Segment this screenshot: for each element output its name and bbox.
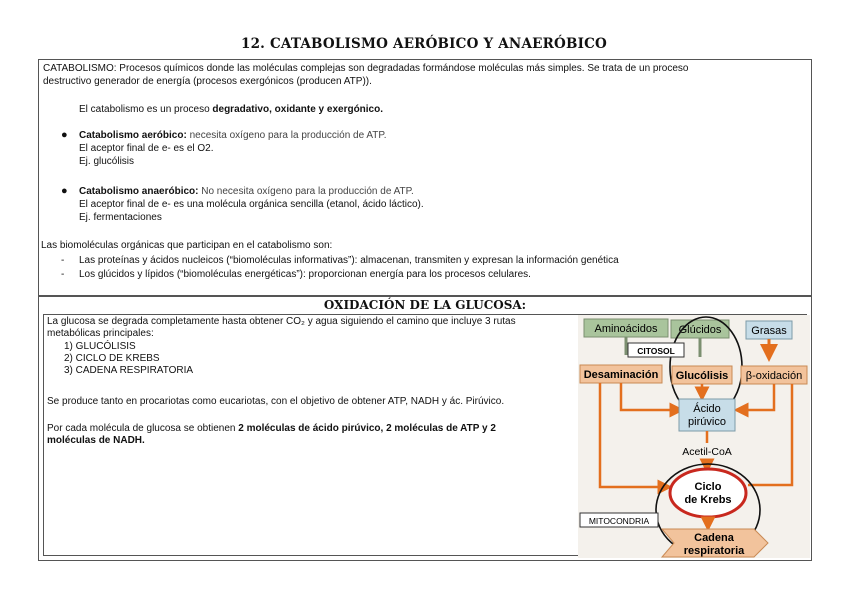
mitocondria-label: MITOCONDRIA <box>588 516 650 526</box>
respiratoria-label: respiratoria <box>683 545 745 557</box>
aerobic-line-2: El aceptor final de e- es el O2. <box>79 143 214 154</box>
bullet-icon: ● <box>61 129 68 141</box>
glucose-box <box>38 296 812 561</box>
catabolism-box <box>38 59 812 296</box>
anaerobic-text: No necesita oxígeno para la producción de ATP. <box>198 186 414 197</box>
glucose-inner-frame <box>43 314 807 556</box>
summary-line <box>79 104 383 116</box>
glucose-para-2: Se produce tanto en procariotas como eucariotas, con el objetivo de obtener ATP, NADH y ác. Pirúvico. <box>47 396 505 407</box>
beta-oxidacion-label: β-oxidación <box>745 370 803 382</box>
bullet-icon: ● <box>61 185 68 197</box>
route-item: 1) GLUCÓLISIS <box>64 341 136 352</box>
intro-line-1: CATABOLISMO: Procesos químicos donde las moléculas complejas son degradadas formándose moléculas más simples. Se trata de un proceso <box>43 63 689 74</box>
aerobic-label: Catabolismo aeróbico: <box>79 130 187 141</box>
para3-bold-1: 2 moléculas de ácido pirúvico, 2 moléculas de ATP y 2 <box>238 423 496 434</box>
route-item: 2) CICLO DE KREBS <box>64 353 160 364</box>
krebs-label: de Krebs <box>684 494 732 506</box>
grasas-label: Grasas <box>751 325 787 337</box>
acido-label: Ácido <box>693 403 721 415</box>
acetil-label: Acetil-CoA <box>682 446 732 458</box>
krebs-circle <box>670 469 746 517</box>
glucidos-label: Glúcidos <box>678 324 722 336</box>
metabolism-diagram <box>578 315 810 558</box>
citosol-label: CITOSOL <box>637 346 675 356</box>
aminoacidos-label: Aminoácidos <box>594 323 658 335</box>
biomolecule-item: Los glúcidos y lípidos (“biomoléculas energéticas”): proporcionan energía para los procesos celulares. <box>79 269 531 280</box>
biomolecules-intro: Las biomoléculas orgánicas que participan en el catabolismo son: <box>41 240 333 251</box>
dash-icon: - <box>61 255 65 266</box>
anaerobic-line-2: El aceptor final de e- es una molécula orgánica sencilla (etanol, ácido láctico). <box>79 199 424 210</box>
document-title: 12. CATABOLISMO AERÓBICO Y ANAERÓBICO <box>240 36 608 52</box>
glucose-para-3 <box>47 423 496 435</box>
para3-prefix: Por cada molécula de glucosa se obtienen <box>47 423 239 434</box>
intro-line-2: destructivo generador de energía (procesos exergónicos (producen ATP)). <box>43 76 372 87</box>
glucose-intro-1: La glucosa se degrada completamente hasta obtener CO₂ y agua siguiendo el camino que incluye 3 rutas <box>47 316 516 327</box>
aerobic-text: necesita oxígeno para la producción de ATP. <box>186 130 387 141</box>
glucolisis-label: Glucólisis <box>675 370 729 382</box>
anaerobic-label: Catabolismo anaeróbico: <box>79 186 199 197</box>
section-title: OXIDACIÓN DE LA GLUCOSA: <box>323 298 527 312</box>
aerobic-line-3: Ej. glucólisis <box>79 156 135 167</box>
anaerobic-line-3: Ej. fermentaciones <box>79 212 162 223</box>
cadena-label: Cadena <box>694 532 734 544</box>
piruvico-label: pirúvico <box>688 416 726 428</box>
dash-icon: - <box>61 269 65 280</box>
ciclo-label: Ciclo <box>694 481 722 493</box>
desaminacion-label: Desaminación <box>583 369 659 381</box>
aerobic-line <box>79 130 387 142</box>
para3-bold-2: moléculas de NADH. <box>47 435 145 446</box>
summary-bold: degradativo, oxidante y exergónico. <box>212 104 384 115</box>
route-item: 3) CADENA RESPIRATORIA <box>64 365 194 376</box>
biomolecule-item: Las proteínas y ácidos nucleicos (“biomoléculas informativas”): almacenan, transmiten y expresan la información genética <box>79 255 619 266</box>
summary-prefix: El catabolismo es un proceso <box>79 104 213 115</box>
glucose-intro-2: metabólicas principales: <box>47 328 154 339</box>
anaerobic-line <box>79 186 414 198</box>
